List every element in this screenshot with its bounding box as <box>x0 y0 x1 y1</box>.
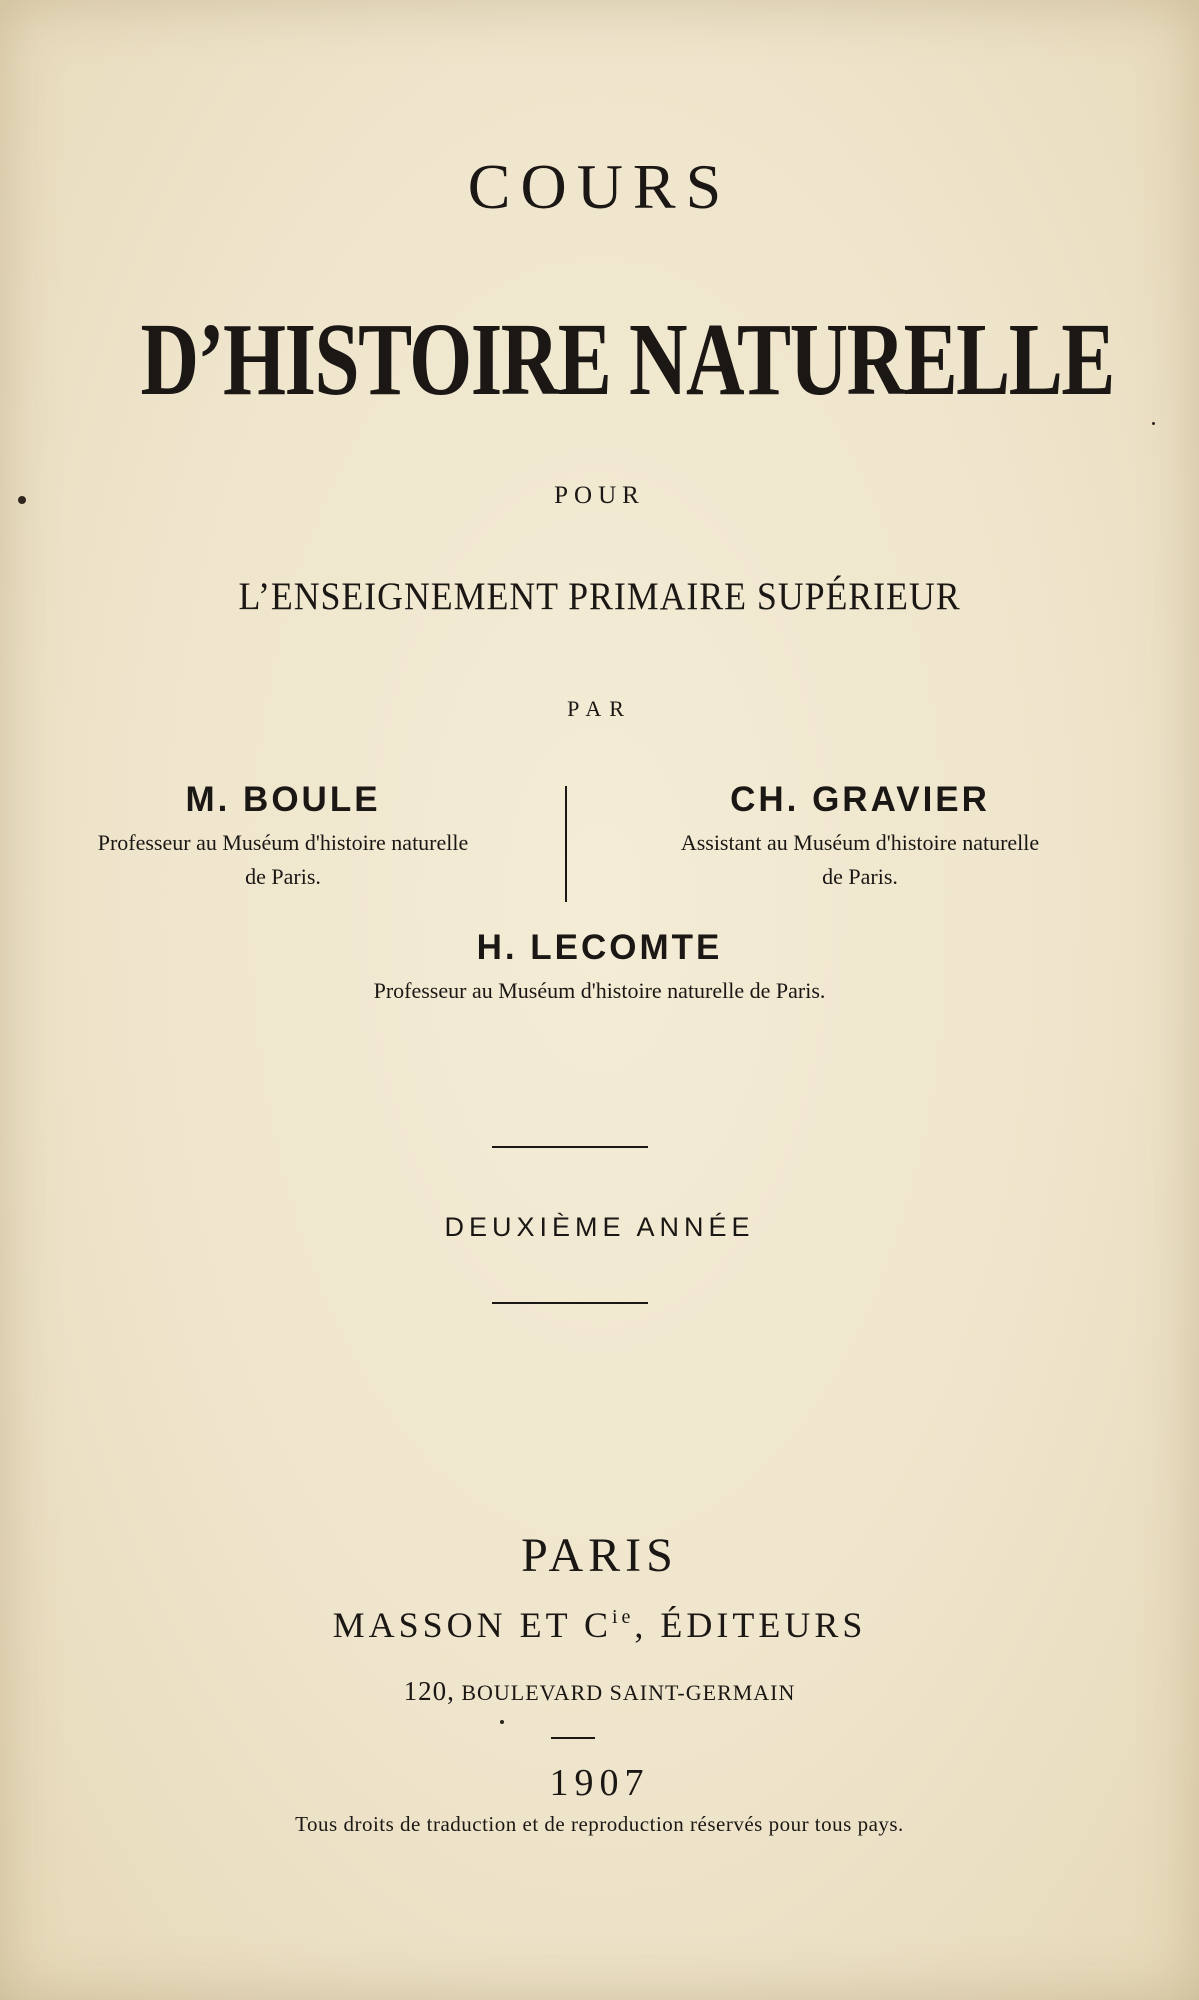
by-label: PAR <box>567 696 632 721</box>
publisher-suffix: , ÉDITEURS <box>634 1605 867 1645</box>
title-line-cours: COURS <box>467 151 732 222</box>
author-boule <box>18 780 548 894</box>
imprint-year: 1907 <box>549 1762 650 1804</box>
author-gravier <box>590 780 1130 894</box>
author-lecomte <box>0 928 1199 1008</box>
ink-speck <box>18 496 26 504</box>
imprint-city: PARIS <box>521 1529 678 1582</box>
author-name: CH. GRAVIER <box>730 780 990 819</box>
rights-notice: Tous droits de traduction et de reproduction réservés pour tous pays. <box>295 1812 904 1836</box>
ink-speck <box>1152 422 1155 425</box>
author-role: Professeur au Muséum d'histoire naturelle <box>97 830 469 855</box>
imprint-address <box>0 1676 1199 1707</box>
divider-rule <box>492 1302 648 1304</box>
author-role-continued: de Paris. <box>245 864 321 889</box>
author-role: Professeur au Muséum d'histoire naturelle de Paris. <box>373 978 826 1003</box>
publisher-name: MASSON ET C <box>332 1605 612 1645</box>
author-name: M. BOULE <box>185 780 381 819</box>
divider-rule <box>492 1146 648 1148</box>
address-number: 120, <box>403 1676 455 1706</box>
subtitle: L’ENSEIGNEMENT PRIMAIRE SUPÉRIEUR <box>238 575 961 618</box>
title-pour: POUR <box>554 482 645 509</box>
main-title: D’HISTOIRE NATURELLE <box>140 302 1114 417</box>
imprint-publisher <box>0 1604 1199 1646</box>
address-street: BOULEVARD SAINT-GERMAIN <box>461 1680 796 1705</box>
edition-label: DEUXIÈME ANNÉE <box>444 1212 755 1242</box>
divider-rule <box>551 1737 595 1739</box>
ink-speck <box>500 1720 504 1724</box>
author-divider <box>565 786 567 902</box>
author-name: H. LECOMTE <box>476 928 723 967</box>
publisher-superscript: ie <box>611 1606 635 1628</box>
author-role-continued: de Paris. <box>822 864 898 889</box>
author-role: Assistant au Muséum d'histoire naturelle <box>680 830 1040 855</box>
